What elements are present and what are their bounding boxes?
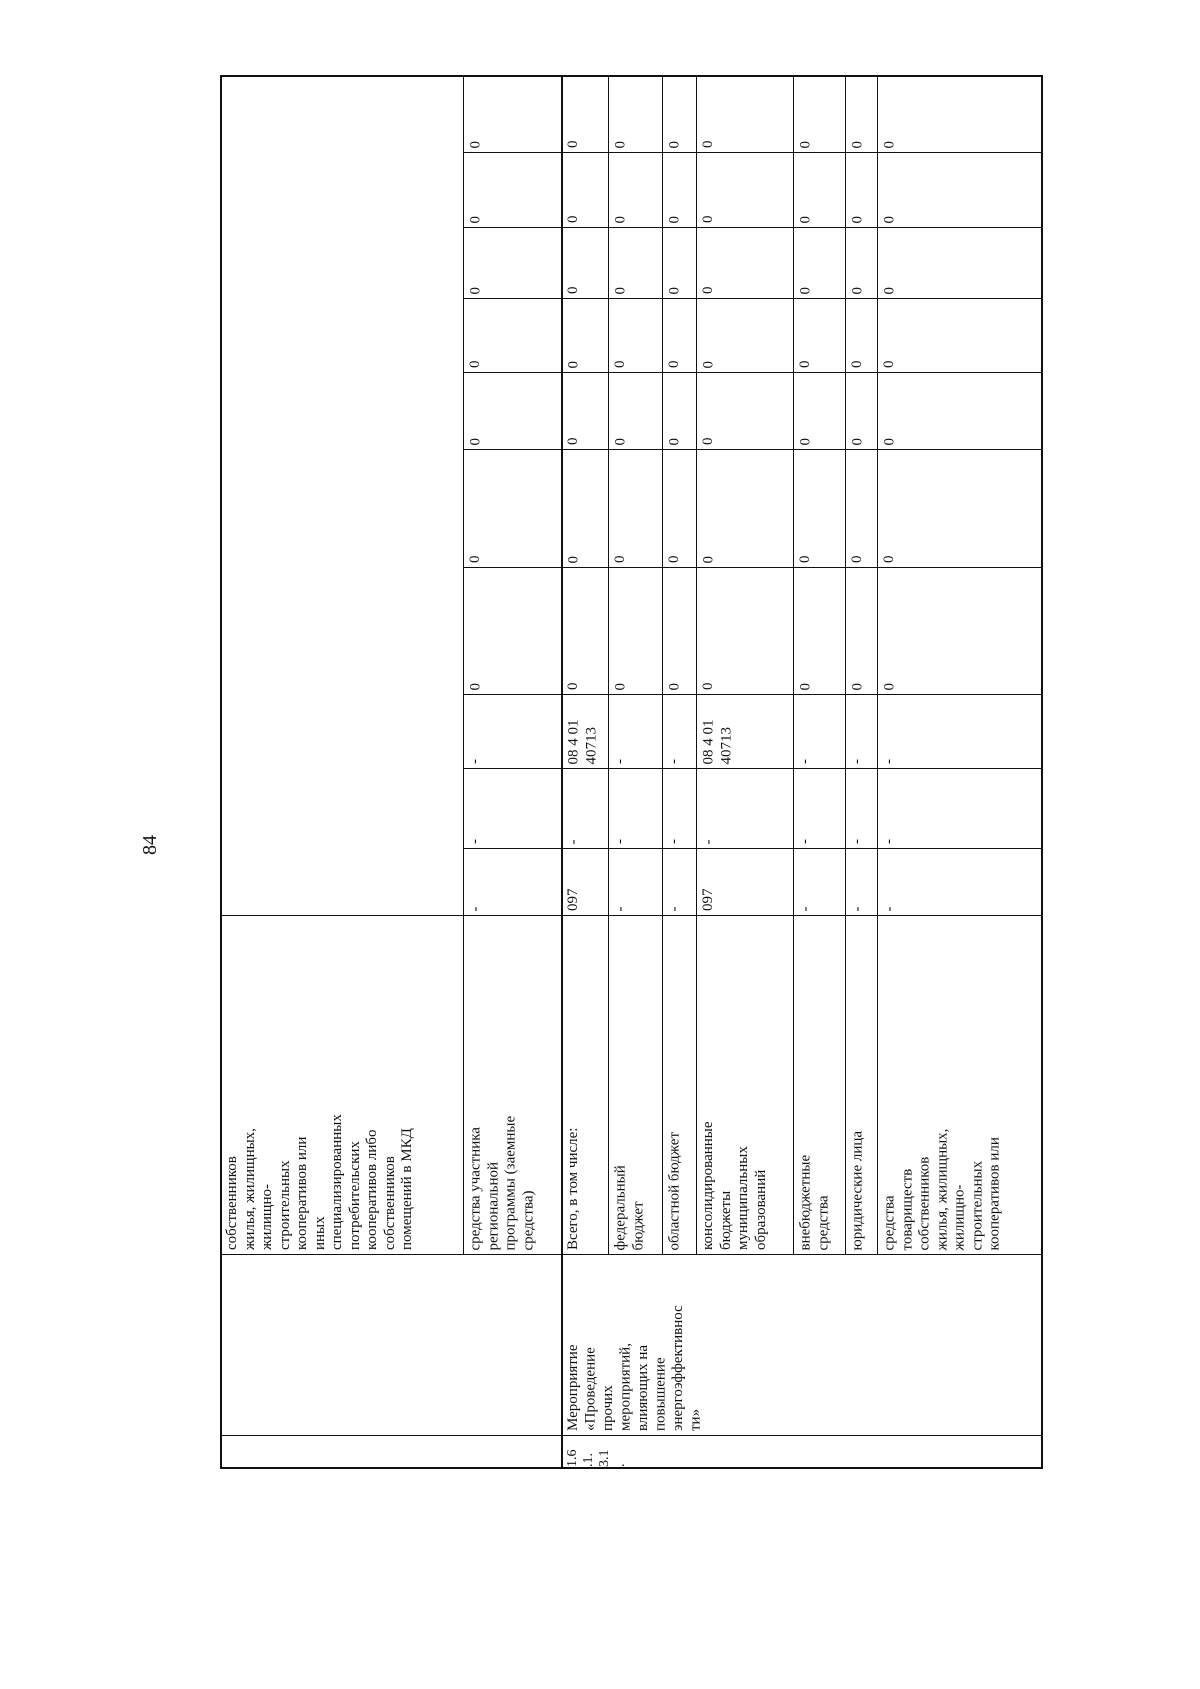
cell-participant-9: 0	[467, 140, 483, 148]
cell-federal-7: 0	[612, 286, 628, 294]
cell-offbudget-1: -	[797, 839, 813, 844]
cell-municipal-9: 0	[700, 140, 716, 148]
cell-total-2: 08 4 01 40713	[565, 719, 599, 764]
cell-total-6: 0	[565, 360, 581, 368]
cell-offbudget-0: -	[797, 906, 813, 911]
cell-legal-3: 0	[849, 682, 865, 690]
cell-legal-7: 0	[849, 286, 865, 294]
cell-legal-2: -	[849, 759, 865, 764]
cell-offbudget-6: 0	[797, 360, 813, 368]
cell-legal-8: 0	[849, 215, 865, 223]
cell-owners-0: -	[881, 906, 897, 911]
cell-owners-6: 0	[881, 360, 897, 368]
cell-legal-1: -	[849, 839, 865, 844]
cell-federal-3: 0	[612, 682, 628, 690]
cell-offbudget-9: 0	[797, 140, 813, 148]
table-border-left	[220, 75, 222, 1467]
cell-regional-4: 0	[666, 555, 682, 563]
cell-participant-7: 0	[467, 286, 483, 294]
cell-participant-3: 0	[467, 682, 483, 690]
table-row-divider	[662, 75, 663, 1254]
cell-municipal-4: 0	[700, 555, 716, 563]
cell-offbudget-8: 0	[797, 215, 813, 223]
cell-participant-2: -	[467, 759, 483, 764]
cell-offbudget-4: 0	[797, 555, 813, 563]
cell-owners-2: -	[881, 759, 897, 764]
row-label-federal: федеральный бюджет	[612, 1164, 646, 1250]
measure-number: 1.6 .1. 3.1 .	[565, 1449, 628, 1467]
cell-participant-5: 0	[467, 437, 483, 445]
cell-total-1: -	[565, 839, 581, 844]
cell-legal-4: 0	[849, 555, 865, 563]
cell-total-3: 0	[565, 682, 581, 690]
cell-regional-8: 0	[666, 215, 682, 223]
row-label-legal: юридические лица	[849, 1130, 865, 1250]
cell-owners-4: 0	[881, 555, 897, 563]
table-border-right	[1041, 75, 1043, 1469]
cell-total-0: 097	[565, 888, 581, 911]
table-column-divider	[220, 1254, 1041, 1255]
table-column-divider	[463, 152, 1041, 153]
cell-offbudget-7: 0	[797, 286, 813, 294]
cell-total-4: 0	[565, 555, 581, 563]
cell-municipal-2: 08 4 01 40713	[700, 719, 734, 764]
table-column-divider	[463, 372, 1041, 373]
cell-owners-3: 0	[881, 682, 897, 690]
table-column-divider	[463, 694, 1041, 695]
row-label-prev_owners: собственников жилья, жилищных, жилищно- строительных кооперативов или иных специализированных потребительских кооперативов либо собственников помещений в МКД	[224, 1114, 415, 1250]
table-column-divider	[463, 848, 1041, 849]
cell-municipal-6: 0	[700, 360, 716, 368]
cell-federal-9: 0	[612, 140, 628, 148]
cell-regional-1: -	[666, 839, 682, 844]
table-row-divider	[608, 75, 609, 1254]
row-label-total: Всего, в том числе:	[565, 1127, 581, 1250]
cell-offbudget-5: 0	[797, 437, 813, 445]
cell-owners-9: 0	[881, 140, 897, 148]
cell-municipal-8: 0	[700, 215, 716, 223]
row-label-offbudget: внебюджетные средства	[797, 1154, 831, 1250]
table-border-top	[220, 75, 1041, 77]
cell-municipal-7: 0	[700, 286, 716, 294]
table-column-divider	[220, 1435, 1041, 1436]
table-border-bottom	[220, 1467, 1041, 1469]
table-column-divider	[220, 915, 1041, 916]
row-label-municipal: консолидированные бюджеты муниципальных образований	[700, 1121, 769, 1250]
cell-regional-3: 0	[666, 682, 682, 690]
cell-total-8: 0	[565, 215, 581, 223]
row-label-owners: средства товариществ собственников жилья, жилищных, жилищно- строительных кооперативов или	[881, 1128, 1002, 1250]
cell-municipal-3: 0	[700, 682, 716, 690]
cell-federal-8: 0	[612, 215, 628, 223]
cell-legal-9: 0	[849, 140, 865, 148]
cell-federal-1: -	[612, 839, 628, 844]
cell-owners-7: 0	[881, 286, 897, 294]
cell-municipal-0: 097	[700, 888, 716, 911]
table-column-divider	[463, 768, 1041, 769]
cell-federal-4: 0	[612, 555, 628, 563]
cell-federal-2: -	[612, 759, 628, 764]
cell-municipal-1: -	[700, 839, 716, 844]
table-row-divider	[845, 75, 846, 1254]
table-column-divider	[463, 567, 1041, 568]
table-column-divider	[463, 227, 1041, 228]
cell-legal-0: -	[849, 906, 865, 911]
cell-participant-1: -	[467, 839, 483, 844]
cell-regional-5: 0	[666, 437, 682, 445]
cell-legal-5: 0	[849, 437, 865, 445]
cell-offbudget-3: 0	[797, 682, 813, 690]
table-column-divider	[463, 298, 1041, 299]
table-row-divider	[463, 75, 464, 1254]
table-row-divider	[793, 75, 794, 1254]
cell-federal-5: 0	[612, 437, 628, 445]
row-label-regional: областной бюджет	[666, 1131, 682, 1250]
cell-federal-0: -	[612, 906, 628, 911]
cell-regional-9: 0	[666, 140, 682, 148]
cell-participant-0: -	[467, 906, 483, 911]
cell-participant-8: 0	[467, 215, 483, 223]
cell-regional-7: 0	[666, 286, 682, 294]
cell-regional-6: 0	[666, 360, 682, 368]
cell-owners-8: 0	[881, 215, 897, 223]
cell-regional-2: -	[666, 759, 682, 764]
cell-participant-6: 0	[467, 360, 483, 368]
cell-owners-1: -	[881, 839, 897, 844]
table-row-divider	[877, 75, 878, 1254]
cell-offbudget-2: -	[797, 759, 813, 764]
cell-participant-4: 0	[467, 555, 483, 563]
table-row-divider	[561, 75, 563, 1467]
cell-municipal-5: 0	[700, 437, 716, 445]
cell-total-9: 0	[565, 140, 581, 148]
table-row-divider	[696, 75, 697, 1254]
measure-title: Мероприятие «Проведение прочих мероприятий, влияющих на повышение энергоэффективнос ти»	[565, 1305, 704, 1431]
cell-total-7: 0	[565, 286, 581, 294]
cell-legal-6: 0	[849, 360, 865, 368]
cell-federal-6: 0	[612, 360, 628, 368]
cell-total-5: 0	[565, 437, 581, 445]
cell-regional-0: -	[666, 906, 682, 911]
cell-owners-5: 0	[881, 437, 897, 445]
table-column-divider	[463, 449, 1041, 450]
row-label-participant: средства участника региональной программы (заемные средства)	[467, 1115, 536, 1250]
page-number: 84	[139, 835, 161, 855]
